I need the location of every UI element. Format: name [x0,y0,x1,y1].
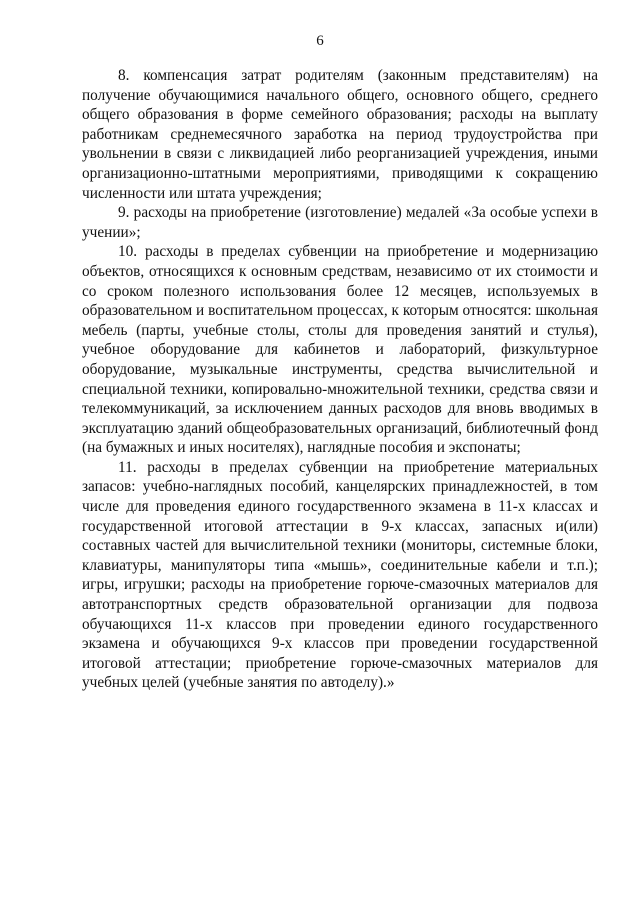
document-body [82,66,598,693]
paragraph-item-11: 11. расходы в пределах субвенции на приобретение материальных запасов: учебно-наглядных пособий, канцелярских принадлежностей, в том числе для проведения единого государственного экзамена в 11-х классах и государственной итоговой аттестации в 9-х классах, запасных и(или) составных частей для вычислительной техники (мониторы, системные блоки, клавиатуры, манипуляторы типа «мышь», соединительные кабели и т.п.); игры, игрушки; расходы на приобретение горюче-смазочных материалов для автотранспортных средств образовательной организации для подвоза обучающихся 11-х классов при проведении единого государственного экзамена и обучающихся 9-х классов при проведении государственной итоговой аттестации; приобретение горюче-смазочных материалов для учебных целей (учебные занятия по автоделу).» [82,458,598,692]
paragraph-item-9: 9. расходы на приобретение (изготовление) медалей «За особые успехи в учении»; [82,204,598,241]
paragraph-item-10: 10. расходы в пределах субвенции на приобретение и модернизацию объектов, относящихся к основным средствам, независимо от их стоимости и со сроком полезного использования более 12 месяцев, используемых в образовательном и воспитательном процессах, к которым относятся: школьная мебель (парты, учебные столы, столы для проведения занятий и стулья), учебное оборудование для кабинетов и лабораторий, физкультурное оборудование, музыкальные инструменты, средства вычислительной и специальной техники, копировально-множительной техники, средства связи и телекоммуникаций, за исключением данных расходов для вновь вводимых в эксплуатацию зданий общеобразовательных организаций, библиотечный фонд (на бумажных и иных носителях), наглядные пособия и экспонаты; [82,243,598,457]
page-number: 6 [316,33,324,49]
paragraph-item-8: 8. компенсация затрат родителям (законным представителям) на получение обучающимися начального общего, основного общего, среднего общего образования в форме семейного образования; расходы на выплату работникам среднемесячного заработка на период трудоустройства при увольнении в связи с ликвидацией либо реорганизацией учреждения, иными организационно-штатными мероприятиями, приводящими к сокращению численности или штата учреждения; [82,67,598,202]
